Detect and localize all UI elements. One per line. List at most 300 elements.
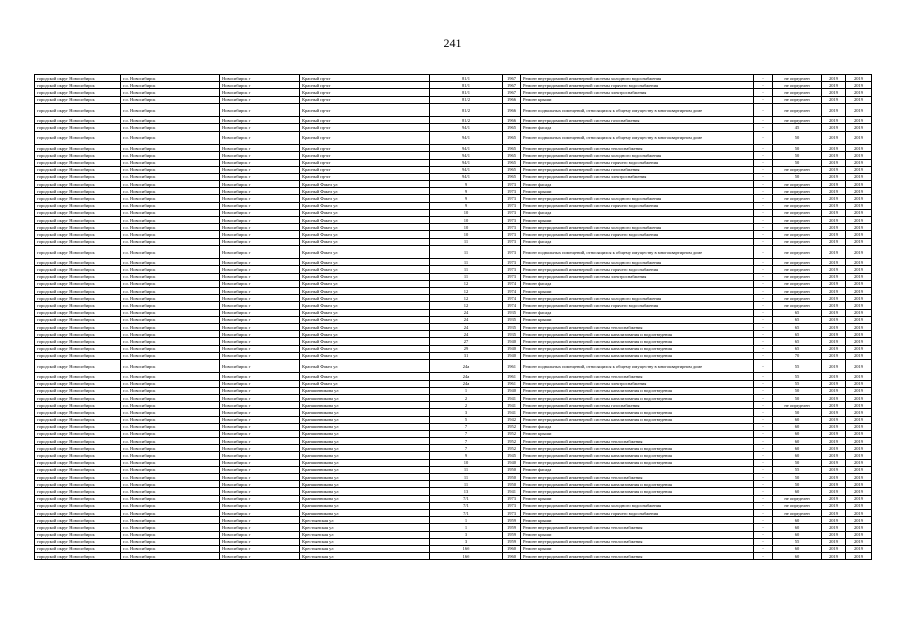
city-cell: Новосибирск г xyxy=(220,531,300,538)
cost-cell: не определен xyxy=(773,273,822,280)
year-end-cell: 2019 xyxy=(846,373,872,380)
table-row xyxy=(35,488,872,495)
work-type-cell: Ремонт крыши xyxy=(521,495,754,502)
settlement-cell: г.о. Новосибирск xyxy=(121,459,220,466)
year-end-cell: 2019 xyxy=(846,409,872,416)
build-year-cell: 1965 xyxy=(503,166,521,173)
table-row xyxy=(35,217,872,224)
city-cell: Новосибирск г xyxy=(220,96,300,103)
build-year-cell: 1973 xyxy=(503,495,521,502)
house-number-cell: 81/1 xyxy=(430,89,503,96)
city-cell: Новосибирск г xyxy=(220,75,300,82)
year-end-cell: 2019 xyxy=(846,131,872,145)
year-end-cell: 2019 xyxy=(846,538,872,545)
table-row xyxy=(35,553,872,560)
settlement-cell: г.о. Новосибирск xyxy=(121,445,220,452)
build-year-cell: 1965 xyxy=(503,131,521,145)
city-cell: Новосибирск г xyxy=(220,266,300,273)
build-year-cell: 1960 xyxy=(503,553,521,560)
municipal-district-cell: городской округ Новосибирск xyxy=(35,259,121,266)
city-cell: Новосибирск г xyxy=(220,409,300,416)
settlement-cell: г.о. Новосибирск xyxy=(121,345,220,352)
work-type-cell: Ремонт внутридомовой инженерной системы газоснабжения xyxy=(521,117,754,124)
work-type-cell: Ремонт внутридомовой инженерной системы газоснабжения xyxy=(521,402,754,409)
city-cell: Новосибирск г xyxy=(220,402,300,409)
table-row xyxy=(35,474,872,481)
build-year-cell: 1967 xyxy=(503,89,521,96)
table-row xyxy=(35,416,872,423)
city-cell: Новосибирск г xyxy=(220,273,300,280)
city-cell: Новосибирск г xyxy=(220,217,300,224)
dash-cell: - xyxy=(754,531,773,538)
city-cell: Новосибирск г xyxy=(220,380,300,387)
table-row xyxy=(35,103,872,117)
settlement-cell: г.о. Новосибирск xyxy=(121,331,220,338)
municipal-district-cell: городской округ Новосибирск xyxy=(35,202,121,209)
table-row xyxy=(35,387,872,394)
cost-cell: не определен xyxy=(773,495,822,502)
settlement-cell: г.о. Новосибирск xyxy=(121,131,220,145)
dash-cell: - xyxy=(754,338,773,345)
house-number-cell: 5 xyxy=(430,416,503,423)
settlement-cell: г.о. Новосибирск xyxy=(121,238,220,245)
year-start-cell: 2019 xyxy=(822,295,846,302)
build-year-cell: 1961 xyxy=(503,359,521,373)
build-year-cell: 1940 xyxy=(503,387,521,394)
street-cell: Красный Факел ул xyxy=(300,352,430,359)
dash-cell: - xyxy=(754,359,773,373)
year-start-cell: 2019 xyxy=(822,452,846,459)
build-year-cell: 1940 xyxy=(503,345,521,352)
city-cell: Новосибирск г xyxy=(220,373,300,380)
cost-cell: не определен xyxy=(773,502,822,509)
dash-cell: - xyxy=(754,438,773,445)
dash-cell: - xyxy=(754,538,773,545)
work-type-cell: Ремонт крыши xyxy=(521,188,754,195)
work-type-cell: Ремонт внутридомовой инженерной системы горячего водоснабжения xyxy=(521,509,754,516)
build-year-cell: 1942 xyxy=(503,416,521,423)
street-cell: Красный Факел ул xyxy=(300,316,430,323)
city-cell: Новосибирск г xyxy=(220,459,300,466)
house-number-cell: 9 xyxy=(430,202,503,209)
city-cell: Новосибирск г xyxy=(220,103,300,117)
cost-cell: не определен xyxy=(773,295,822,302)
year-start-cell: 2019 xyxy=(822,266,846,273)
year-end-cell: 2019 xyxy=(846,531,872,538)
year-end-cell: 2019 xyxy=(846,438,872,445)
settlement-cell: г.о. Новосибирск xyxy=(121,82,220,89)
house-number-cell: 11 xyxy=(430,481,503,488)
settlement-cell: г.о. Новосибирск xyxy=(121,509,220,516)
settlement-cell: г.о. Новосибирск xyxy=(121,259,220,266)
house-number-cell: 7/1 xyxy=(430,509,503,516)
municipal-district-cell: городской округ Новосибирск xyxy=(35,145,121,152)
street-cell: Красный Факел ул xyxy=(300,181,430,188)
dash-cell: - xyxy=(754,117,773,124)
street-cell: Красный Факел ул xyxy=(300,380,430,387)
build-year-cell: 1973 xyxy=(503,509,521,516)
year-end-cell: 2019 xyxy=(846,466,872,473)
street-cell: Красный Факел ул xyxy=(300,338,430,345)
table-row xyxy=(35,481,872,488)
municipal-district-cell: городской округ Новосибирск xyxy=(35,338,121,345)
house-number-cell: 10 xyxy=(430,224,503,231)
street-cell: Красный пр-кт xyxy=(300,166,430,173)
street-cell: Красный Факел ул xyxy=(300,323,430,330)
year-end-cell: 2019 xyxy=(846,238,872,245)
table-row xyxy=(35,273,872,280)
municipal-district-cell: городской округ Новосибирск xyxy=(35,124,121,131)
municipal-district-cell: городской округ Новосибирск xyxy=(35,159,121,166)
table-row xyxy=(35,309,872,316)
dash-cell: - xyxy=(754,238,773,245)
year-end-cell: 2019 xyxy=(846,280,872,287)
work-type-cell: Ремонт подвальных помещений, относящихся к общему имуществу в многоквартирном доме xyxy=(521,131,754,145)
table-row xyxy=(35,131,872,145)
city-cell: Новосибирск г xyxy=(220,259,300,266)
dash-cell: - xyxy=(754,124,773,131)
cost-cell: 60 xyxy=(773,445,822,452)
cost-cell: не определен xyxy=(773,181,822,188)
table-row xyxy=(35,394,872,401)
build-year-cell: 1940 xyxy=(503,338,521,345)
house-number-cell: 1 xyxy=(430,517,503,524)
table-row xyxy=(35,245,872,259)
municipal-district-cell: городской округ Новосибирск xyxy=(35,217,121,224)
city-cell: Новосибирск г xyxy=(220,238,300,245)
municipal-district-cell: городской округ Новосибирск xyxy=(35,316,121,323)
municipal-district-cell: городской округ Новосибирск xyxy=(35,117,121,124)
build-year-cell: 1960 xyxy=(503,545,521,552)
cost-cell: 55 xyxy=(773,466,822,473)
dash-cell: - xyxy=(754,245,773,259)
dash-cell: - xyxy=(754,266,773,273)
settlement-cell: г.о. Новосибирск xyxy=(121,323,220,330)
build-year-cell: 1973 xyxy=(503,181,521,188)
dash-cell: - xyxy=(754,309,773,316)
build-year-cell: 1959 xyxy=(503,524,521,531)
year-start-cell: 2019 xyxy=(822,438,846,445)
build-year-cell: 1941 xyxy=(503,488,521,495)
year-start-cell: 2019 xyxy=(822,495,846,502)
dash-cell: - xyxy=(754,259,773,266)
municipal-district-cell: городской округ Новосибирск xyxy=(35,103,121,117)
municipal-district-cell: городской округ Новосибирск xyxy=(35,373,121,380)
settlement-cell: г.о. Новосибирск xyxy=(121,89,220,96)
house-number-cell: 10 xyxy=(430,209,503,216)
municipal-district-cell: городской округ Новосибирск xyxy=(35,416,121,423)
cost-cell: не определен xyxy=(773,195,822,202)
table-row xyxy=(35,409,872,416)
build-year-cell: 1967 xyxy=(503,82,521,89)
table-row xyxy=(35,166,872,173)
year-start-cell: 2019 xyxy=(822,159,846,166)
build-year-cell: 1945 xyxy=(503,452,521,459)
year-start-cell: 2019 xyxy=(822,474,846,481)
cost-cell: 65 xyxy=(773,309,822,316)
cost-cell: не определен xyxy=(773,103,822,117)
house-number-cell: 3 xyxy=(430,409,503,416)
work-type-cell: Ремонт внутридомовой инженерной системы канализования и водоотведения xyxy=(521,488,754,495)
build-year-cell: 1973 xyxy=(503,245,521,259)
work-type-cell: Ремонт крыши xyxy=(521,316,754,323)
work-type-cell: Ремонт подвальных помещений, относящихся к общему имуществу в многоквартирном доме xyxy=(521,245,754,259)
build-year-cell: 1973 xyxy=(503,217,521,224)
cost-cell: 50 xyxy=(773,474,822,481)
house-number-cell: 9 xyxy=(430,188,503,195)
year-end-cell: 2019 xyxy=(846,394,872,401)
year-end-cell: 2019 xyxy=(846,217,872,224)
house-number-cell: 24а xyxy=(430,373,503,380)
settlement-cell: г.о. Новосибирск xyxy=(121,387,220,394)
table-row xyxy=(35,445,872,452)
work-type-cell: Ремонт фасада xyxy=(521,181,754,188)
year-end-cell: 2019 xyxy=(846,459,872,466)
city-cell: Новосибирск г xyxy=(220,352,300,359)
year-start-cell: 2019 xyxy=(822,188,846,195)
year-end-cell: 2019 xyxy=(846,75,872,82)
house-number-cell: 2 xyxy=(430,394,503,401)
street-cell: Красный Факел ул xyxy=(300,302,430,309)
settlement-cell: г.о. Новосибирск xyxy=(121,288,220,295)
dash-cell: - xyxy=(754,202,773,209)
house-number-cell: 12 xyxy=(430,295,503,302)
build-year-cell: 1941 xyxy=(503,409,521,416)
build-year-cell: 1965 xyxy=(503,124,521,131)
dash-cell: - xyxy=(754,188,773,195)
city-cell: Новосибирск г xyxy=(220,430,300,437)
year-start-cell: 2019 xyxy=(822,466,846,473)
work-type-cell: Ремонт внутридомовой инженерной системы канализования и водоотведения xyxy=(521,345,754,352)
year-start-cell: 2019 xyxy=(822,331,846,338)
year-end-cell: 2019 xyxy=(846,124,872,131)
year-start-cell: 2019 xyxy=(822,224,846,231)
build-year-cell: 1950 xyxy=(503,474,521,481)
house-number-cell: 3 xyxy=(430,538,503,545)
year-end-cell: 2019 xyxy=(846,430,872,437)
dash-cell: - xyxy=(754,502,773,509)
street-cell: Краншинникова ул xyxy=(300,502,430,509)
street-cell: Крестьянская ул xyxy=(300,517,430,524)
street-cell: Крестьянская ул xyxy=(300,545,430,552)
house-number-cell: 24 xyxy=(430,331,503,338)
dash-cell: - xyxy=(754,280,773,287)
municipal-district-cell: городской округ Новосибирск xyxy=(35,245,121,259)
municipal-district-cell: городской округ Новосибирск xyxy=(35,430,121,437)
house-number-cell: 94/1 xyxy=(430,166,503,173)
cost-cell: не определен xyxy=(773,280,822,287)
year-end-cell: 2019 xyxy=(846,509,872,516)
street-cell: Красный пр-кт xyxy=(300,173,430,180)
settlement-cell: г.о. Новосибирск xyxy=(121,495,220,502)
house-number-cell: 13 xyxy=(430,488,503,495)
year-end-cell: 2019 xyxy=(846,452,872,459)
street-cell: Краншинникова ул xyxy=(300,466,430,473)
work-type-cell: Ремонт внутридомовой инженерной системы холодного водоснабжения xyxy=(521,152,754,159)
year-start-cell: 2019 xyxy=(822,423,846,430)
cost-cell: не определен xyxy=(773,202,822,209)
house-number-cell: 1 xyxy=(430,387,503,394)
cost-cell: 50 xyxy=(773,145,822,152)
municipal-district-cell: городской округ Новосибирск xyxy=(35,409,121,416)
settlement-cell: г.о. Новосибирск xyxy=(121,545,220,552)
table-row xyxy=(35,430,872,437)
build-year-cell: 1966 xyxy=(503,103,521,117)
cost-cell: не определен xyxy=(773,89,822,96)
street-cell: Красный Факел ул xyxy=(300,345,430,352)
municipal-district-cell: городской округ Новосибирск xyxy=(35,553,121,560)
city-cell: Новосибирск г xyxy=(220,474,300,481)
work-type-cell: Ремонт внутридомовой инженерной системы горячего водоснабжения xyxy=(521,82,754,89)
house-number-cell: 24 xyxy=(430,323,503,330)
city-cell: Новосибирск г xyxy=(220,124,300,131)
settlement-cell: г.о. Новосибирск xyxy=(121,103,220,117)
build-year-cell: 1940 xyxy=(503,459,521,466)
city-cell: Новосибирск г xyxy=(220,82,300,89)
year-start-cell: 2019 xyxy=(822,488,846,495)
city-cell: Новосибирск г xyxy=(220,524,300,531)
dash-cell: - xyxy=(754,402,773,409)
municipal-district-cell: городской округ Новосибирск xyxy=(35,96,121,103)
year-start-cell: 2019 xyxy=(822,502,846,509)
municipal-district-cell: городской округ Новосибирск xyxy=(35,166,121,173)
year-end-cell: 2019 xyxy=(846,209,872,216)
table-row xyxy=(35,75,872,82)
year-end-cell: 2019 xyxy=(846,181,872,188)
municipal-district-cell: городской округ Новосибирск xyxy=(35,345,121,352)
year-end-cell: 2019 xyxy=(846,266,872,273)
year-end-cell: 2019 xyxy=(846,173,872,180)
work-type-cell: Ремонт крыши xyxy=(521,430,754,437)
settlement-cell: г.о. Новосибирск xyxy=(121,538,220,545)
city-cell: Новосибирск г xyxy=(220,209,300,216)
work-type-cell: Ремонт внутридомовой инженерной системы теплоснабжения xyxy=(521,438,754,445)
page-number: 241 xyxy=(443,36,462,50)
table-row xyxy=(35,538,872,545)
street-cell: Красный пр-кт xyxy=(300,82,430,89)
street-cell: Красный Факел ул xyxy=(300,295,430,302)
build-year-cell: 1941 xyxy=(503,402,521,409)
street-cell: Красный пр-кт xyxy=(300,159,430,166)
year-start-cell: 2019 xyxy=(822,89,846,96)
cost-cell: 55 xyxy=(773,380,822,387)
municipal-district-cell: городской округ Новосибирск xyxy=(35,524,121,531)
dash-cell: - xyxy=(754,288,773,295)
settlement-cell: г.о. Новосибирск xyxy=(121,430,220,437)
house-number-cell: 81/1 xyxy=(430,75,503,82)
year-start-cell: 2019 xyxy=(822,302,846,309)
year-start-cell: 2019 xyxy=(822,409,846,416)
settlement-cell: г.о. Новосибирск xyxy=(121,280,220,287)
municipal-district-cell: городской округ Новосибирск xyxy=(35,238,121,245)
build-year-cell: 1973 xyxy=(503,209,521,216)
build-year-cell: 1941 xyxy=(503,394,521,401)
build-year-cell: 1959 xyxy=(503,517,521,524)
cost-cell: 65 xyxy=(773,323,822,330)
cost-cell: не определен xyxy=(773,217,822,224)
work-type-cell: Ремонт внутридомовой инженерной системы канализования и водоотведения xyxy=(521,387,754,394)
dash-cell: - xyxy=(754,345,773,352)
year-end-cell: 2019 xyxy=(846,517,872,524)
street-cell: Красный Факел ул xyxy=(300,331,430,338)
city-cell: Новосибирск г xyxy=(220,452,300,459)
work-type-cell: Ремонт крыши xyxy=(521,517,754,524)
house-number-cell: 94/1 xyxy=(430,173,503,180)
street-cell: Красный Факел ул xyxy=(300,202,430,209)
street-cell: Красный Факел ул xyxy=(300,259,430,266)
city-cell: Новосибирск г xyxy=(220,309,300,316)
dash-cell: - xyxy=(754,352,773,359)
work-type-cell: Ремонт внутридомовой инженерной системы канализования и водоотведения xyxy=(521,445,754,452)
city-cell: Новосибирск г xyxy=(220,117,300,124)
build-year-cell: 1952 xyxy=(503,430,521,437)
year-start-cell: 2019 xyxy=(822,209,846,216)
work-type-cell: Ремонт подвальных помещений, относящихся к общему имуществу в многоквартирном доме xyxy=(521,359,754,373)
table-row xyxy=(35,502,872,509)
city-cell: Новосибирск г xyxy=(220,331,300,338)
municipal-district-cell: городской округ Новосибирск xyxy=(35,517,121,524)
year-start-cell: 2019 xyxy=(822,338,846,345)
work-type-cell: Ремонт внутридомовой инженерной системы канализования и водоотведения xyxy=(521,481,754,488)
house-number-cell: 94/1 xyxy=(430,124,503,131)
house-number-cell: 11 xyxy=(430,238,503,245)
table-row xyxy=(35,202,872,209)
dash-cell: - xyxy=(754,488,773,495)
settlement-cell: г.о. Новосибирск xyxy=(121,245,220,259)
year-end-cell: 2019 xyxy=(846,273,872,280)
municipal-district-cell: городской округ Новосибирск xyxy=(35,188,121,195)
build-year-cell: 1967 xyxy=(503,75,521,82)
house-number-cell: 27 xyxy=(430,338,503,345)
year-end-cell: 2019 xyxy=(846,224,872,231)
build-year-cell: 1965 xyxy=(503,145,521,152)
work-type-cell: Ремонт внутридомовой инженерной системы горячего водоснабжения xyxy=(521,302,754,309)
dash-cell: - xyxy=(754,152,773,159)
build-year-cell: 1965 xyxy=(503,152,521,159)
settlement-cell: г.о. Новосибирск xyxy=(121,373,220,380)
cost-cell: 50 xyxy=(773,173,822,180)
work-type-cell: Ремонт внутридомовой инженерной системы горячего водоснабжения xyxy=(521,202,754,209)
dash-cell: - xyxy=(754,96,773,103)
work-type-cell: Ремонт внутридомовой инженерной системы теплоснабжения xyxy=(521,474,754,481)
year-start-cell: 2019 xyxy=(822,416,846,423)
year-start-cell: 2019 xyxy=(822,195,846,202)
year-end-cell: 2019 xyxy=(846,387,872,394)
municipal-district-cell: городской округ Новосибирск xyxy=(35,331,121,338)
dash-cell: - xyxy=(754,545,773,552)
street-cell: Крестьянская ул xyxy=(300,524,430,531)
build-year-cell: 1935 xyxy=(503,316,521,323)
build-year-cell: 1950 xyxy=(503,481,521,488)
house-number-cell: 10 xyxy=(430,459,503,466)
year-start-cell: 2019 xyxy=(822,459,846,466)
city-cell: Новосибирск г xyxy=(220,280,300,287)
cost-cell: 50 xyxy=(773,131,822,145)
city-cell: Новосибирск г xyxy=(220,302,300,309)
city-cell: Новосибирск г xyxy=(220,553,300,560)
work-type-cell: Ремонт внутридомовой инженерной системы холодного водоснабжения xyxy=(521,224,754,231)
city-cell: Новосибирск г xyxy=(220,423,300,430)
work-type-cell: Ремонт фасада xyxy=(521,466,754,473)
year-start-cell: 2019 xyxy=(822,345,846,352)
street-cell: Краншинникова ул xyxy=(300,474,430,481)
cost-cell: не определен xyxy=(773,509,822,516)
cost-cell: не определен xyxy=(773,302,822,309)
work-type-cell: Ремонт внутридомовой инженерной системы холодного водоснабжения xyxy=(521,502,754,509)
year-start-cell: 2019 xyxy=(822,394,846,401)
street-cell: Краншинникова ул xyxy=(300,488,430,495)
city-cell: Новосибирск г xyxy=(220,338,300,345)
